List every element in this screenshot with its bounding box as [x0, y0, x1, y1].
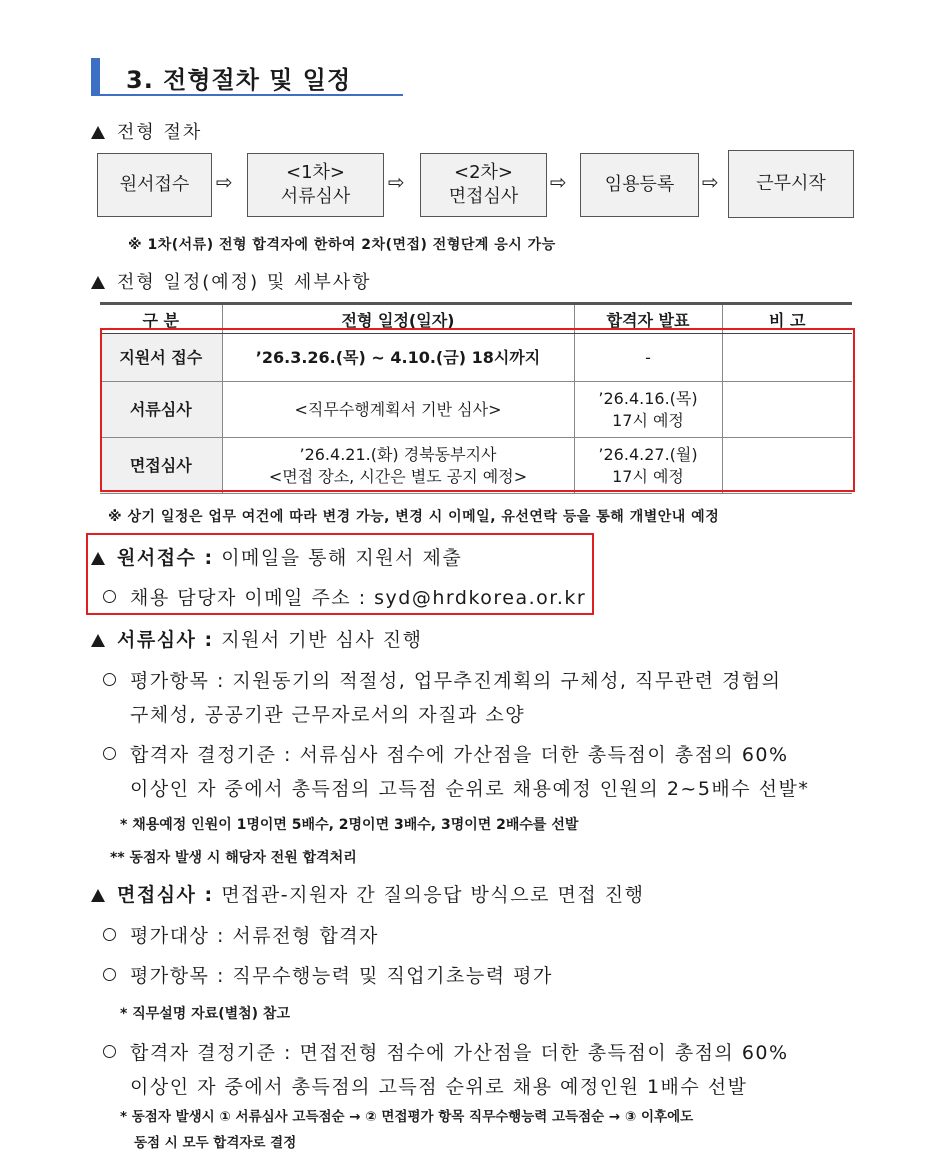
interview-heading: 면접심사 : 면접관-지원자 간 질의응답 방식으로 면접 진행	[91, 880, 644, 907]
header-date: 전형 일정(일자)	[222, 304, 574, 334]
row-date: ’26.4.21.(화) 경북동부지사 <면접 장소, 시간은 별도 공지 예정>	[222, 438, 574, 494]
step-document-review: <1차> 서류심사	[247, 153, 384, 217]
step-interview: <2차> 면접심사	[420, 153, 547, 217]
procedure-heading: 전형 절차	[91, 118, 202, 144]
document-review-item: 합격자 결정기준 : 서류심사 점수에 가산점을 더한 총득점이 총점의 60% 이상인 자 중에서 총득점의 고득점 순위로 채용예정 인원의 2~5배수 선발*	[103, 738, 809, 806]
triangle-bullet-icon	[91, 889, 105, 902]
row-category: 지원서 접수	[100, 334, 222, 382]
document-review-item: 평가항목 : 지원동기의 적절성, 업무추진계획의 구체성, 직무관련 경험의 구체성, 공공기관 근무자로서의 자질과 소양	[103, 664, 782, 732]
interview-criteria: 합격자 결정기준 : 면접전형 점수에 가산점을 더한 총득점이 총점의 60% 이상인 자 중에서 총득점의 고득점 순위로 채용 예정인원 1배수 선발	[103, 1036, 789, 1104]
arrow-icon: ⇨	[550, 170, 567, 194]
circle-bullet-icon	[103, 928, 116, 941]
header-announce: 합격자 발표	[574, 304, 722, 334]
row-announce: ’26.4.16.(목) 17시 예정	[574, 382, 722, 438]
schedule-heading: 전형 일정(예정) 및 세부사항	[91, 268, 371, 294]
row-category: 서류심사	[100, 382, 222, 438]
document-review-note: * 채용예정 인원이 1명이면 5배수, 2명이면 3배수, 3명이면 2배수를 선발	[120, 817, 579, 833]
email-address: syd@hrdkorea.or.kr	[374, 587, 587, 609]
interview-target: 평가대상 : 서류전형 합격자	[103, 921, 379, 948]
highlight-box-schedule	[100, 328, 855, 492]
interview-items: 평가항목 : 직무수행능력 및 직업기초능력 평가	[103, 961, 553, 988]
circle-bullet-icon	[103, 968, 116, 981]
circle-bullet-icon	[103, 747, 116, 760]
triangle-bullet-icon	[91, 126, 105, 139]
email-line: 채용 담당자 이메일 주소 : syd@hrdkorea.or.kr	[103, 583, 586, 610]
document-review-heading: 서류심사 : 지원서 기반 심사 진행	[91, 625, 423, 652]
circle-bullet-icon	[103, 590, 116, 603]
triangle-bullet-icon	[91, 634, 105, 647]
section-underline	[91, 94, 403, 96]
document-review-note: ** 동점자 발생 시 해당자 전원 합격처리	[110, 850, 357, 866]
step-apply: 원서접수	[97, 153, 212, 217]
row-date: ’26.3.26.(목) ~ 4.10.(금) 18시까지	[222, 334, 574, 382]
interview-tie-note: * 동점자 발생시 ① 서류심사 고득점순 → ② 면접평가 항목 직무수행능력 고득점순 → ③ 이후에도 동점 시 모두 합격자로 결정	[120, 1109, 694, 1151]
section-accent-bar	[91, 58, 100, 94]
row-category: 면접심사	[100, 438, 222, 494]
header-category: 구 분	[100, 304, 222, 334]
row-announce: -	[574, 334, 722, 382]
circle-bullet-icon	[103, 1045, 116, 1058]
step-start-work: 근무시작	[728, 150, 854, 218]
interview-items-note: * 직무설명 자료(별첨) 참고	[120, 1006, 290, 1022]
application-line: 원서접수 : 이메일을 통해 지원서 제출	[91, 543, 462, 570]
section-title: 3. 전형절차 및 일정	[126, 66, 352, 94]
triangle-bullet-icon	[91, 276, 105, 289]
procedure-note: ※ 1차(서류) 전형 합격자에 한하여 2차(면접) 전형단계 응시 가능	[128, 237, 556, 253]
step-registration: 임용등록	[580, 153, 699, 217]
triangle-bullet-icon	[91, 552, 105, 565]
circle-bullet-icon	[103, 673, 116, 686]
row-date: <직무수행계획서 기반 심사>	[222, 382, 574, 438]
row-announce: ’26.4.27.(월) 17시 예정	[574, 438, 722, 494]
arrow-icon: ⇨	[216, 170, 233, 194]
schedule-note: ※ 상기 일정은 업무 여건에 따라 변경 가능, 변경 시 이메일, 유선연락 등을 통해 개별안내 예정	[108, 509, 720, 525]
header-remark: 비 고	[722, 304, 852, 334]
arrow-icon: ⇨	[702, 170, 719, 194]
arrow-icon: ⇨	[388, 170, 405, 194]
